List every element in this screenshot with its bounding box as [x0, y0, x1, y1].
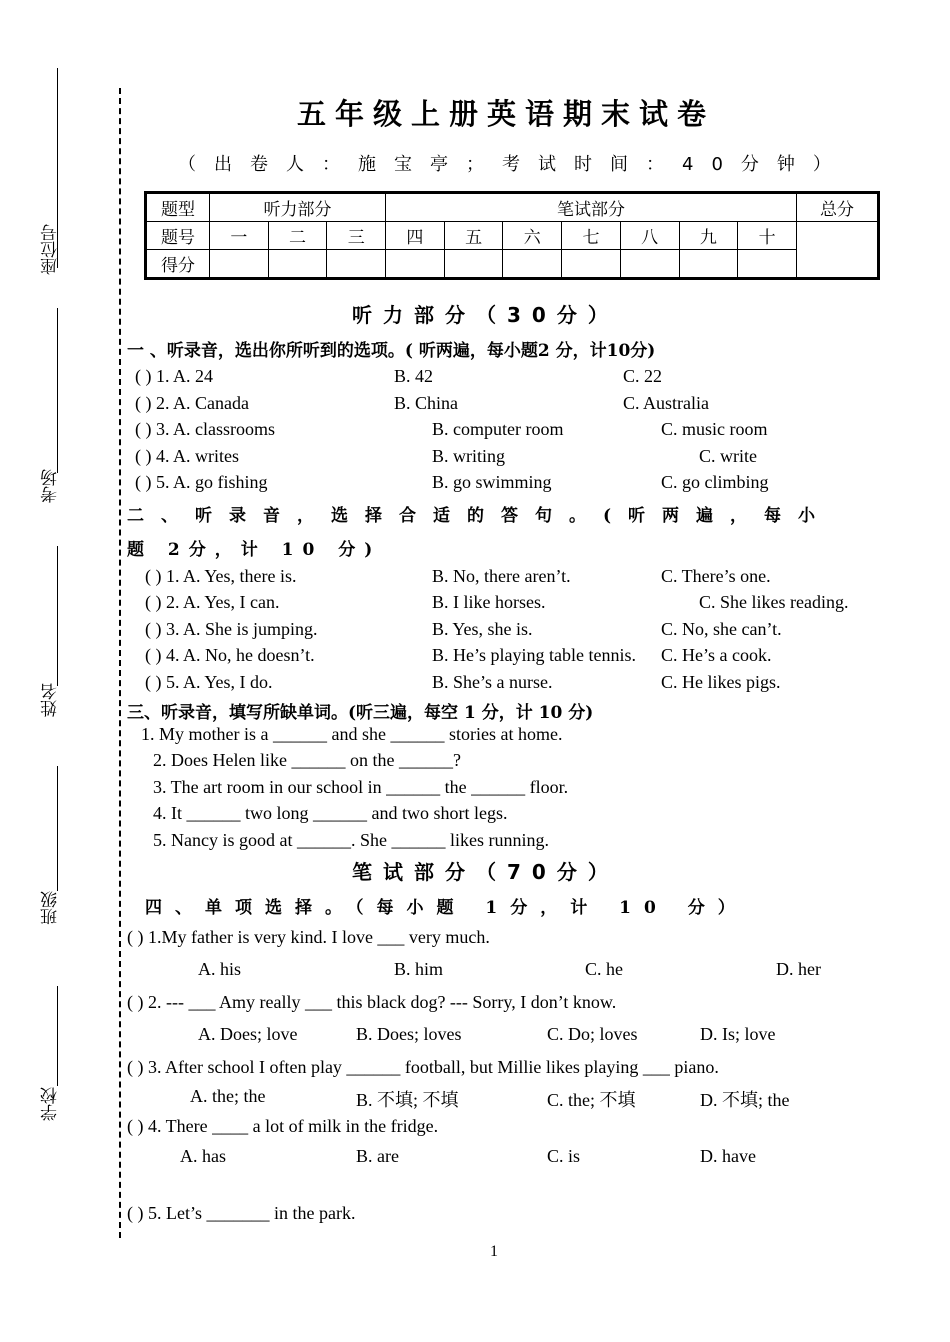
part2-q2-option-c: C. She likes reading.: [699, 592, 849, 612]
part2-q3: ( ) 3. A. She is jumping.: [145, 619, 318, 639]
part1-q3: ( ) 3. A. classrooms: [135, 419, 275, 439]
question-number: 二: [268, 222, 327, 250]
part4-q2: ( ) 2. --- ___ Amy really ___ this black dog? --- Sorry, I don’t know.: [127, 992, 617, 1012]
part3-line5: 5. Nancy is good at ______. She ______ likes running.: [153, 830, 549, 850]
part2-q1: ( ) 1. A. Yes, there is.: [145, 566, 297, 586]
part3-line3: 3. The art room in our school in ______ the ______ floor.: [153, 777, 569, 797]
part4-q2-option-a: A. Does; love: [198, 1024, 298, 1044]
question-number: 七: [562, 222, 621, 250]
part2-q5-option-c: C. He likes pigs.: [661, 672, 781, 692]
part4-q4-option-d: D. have: [700, 1146, 756, 1166]
part2-q1-option-b: B. No, there aren’t.: [432, 566, 571, 586]
part2-q2-option-b: B. I like horses.: [432, 592, 546, 612]
part1-q1-option-c: C. 22: [623, 366, 663, 386]
score-cell[interactable]: [679, 250, 738, 279]
page-number: 1: [490, 1243, 498, 1260]
total-score-cell[interactable]: [797, 222, 879, 279]
part1-q3-option-b: B. computer room: [432, 419, 564, 439]
part3-line4: 4. It ______ two long ______ and two short legs.: [153, 803, 508, 823]
part1-q2-option-b: B. China: [394, 393, 459, 413]
part1-q2: ( ) 2. A. Canada: [135, 393, 249, 413]
question-number: 六: [503, 222, 562, 250]
page-title: 五年级上册英语期末试卷: [297, 97, 716, 131]
room-write-line: [57, 308, 58, 473]
written-section-heading: 笔试部分（70分）: [352, 860, 619, 884]
part4-q4: ( ) 4. There ____ a lot of milk in the fridge.: [127, 1116, 439, 1136]
cut-line: [119, 88, 121, 1238]
question-number: 三: [327, 222, 386, 250]
part3-heading: 三、听录音，填写所缺单词。(听三遍，每空 1 分，计 10 分): [127, 703, 594, 723]
part1-q3-option-c: C. music room: [661, 419, 768, 439]
part4-q1: ( ) 1.My father is very kind. I love ___ very much.: [127, 927, 490, 947]
part1-q4-option-b: B. writing: [432, 446, 506, 466]
part2-heading: 二、听录音，选择合适的答句。(听两遍，每小: [127, 506, 833, 526]
part1-q4-option-c: C. write: [699, 446, 757, 466]
school-label: 学校: [41, 1087, 61, 1121]
name-write-line: [57, 546, 58, 686]
part4-heading: 四、单项选择。（每小题 1分，计 10 分）: [145, 898, 748, 918]
part4-q1-option-c: C. he: [585, 959, 623, 979]
part2-q5: ( ) 5. A. Yes, I do.: [145, 672, 273, 692]
part1-q5-option-c: C. go climbing: [661, 472, 769, 492]
part2-q2: ( ) 2. A. Yes, I can.: [145, 592, 280, 612]
part1-q5: ( ) 5. A. go fishing: [135, 472, 268, 492]
class-label: 班级: [41, 891, 61, 925]
exam-info: （出卷人：施宝亭；考试时间：40分钟）: [178, 154, 849, 175]
part2-q3-option-c: C. No, she can’t.: [661, 619, 782, 639]
part4-q1-option-a: A. his: [198, 959, 242, 979]
part4-q4-option-a: A. has: [180, 1146, 226, 1166]
question-number: 五: [444, 222, 503, 250]
score-cell[interactable]: [620, 250, 679, 279]
part3-line1: 1. My mother is a ______ and she ______ stories at home.: [141, 724, 563, 744]
school-write-line: [57, 986, 58, 1086]
part1-q4: ( ) 4. A. writes: [135, 446, 239, 466]
score-cell[interactable]: [327, 250, 386, 279]
question-number: 九: [679, 222, 738, 250]
class-write-line: [57, 766, 58, 891]
part2-q4-option-b: B. He’s playing table tennis.: [432, 645, 636, 665]
part4-q4-option-b: B. are: [356, 1146, 399, 1166]
score-cell[interactable]: [503, 250, 562, 279]
part4-q2-option-b: B. Does; loves: [356, 1024, 462, 1044]
part4-q3: ( ) 3. After school I often play ______ football, but Millie likes playing ___ piano.: [127, 1057, 719, 1077]
part3-line2: 2. Does Helen like ______ on the ______?: [153, 750, 461, 770]
binding-margin: [0, 0, 120, 1342]
question-number: 十: [738, 222, 797, 250]
part4-q3-option-a: A. the; the: [190, 1086, 266, 1106]
score-table: [144, 191, 880, 280]
written-part-header: 笔试部分: [386, 193, 797, 222]
score-label: 得分: [146, 250, 210, 279]
part2-q4-option-c: C. He’s a cook.: [661, 645, 772, 665]
part4-q3-option-d: D. 不填; the: [700, 1090, 790, 1110]
part4-q1-option-b: B. him: [394, 959, 444, 979]
part4-q3-option-b: B. 不填; 不填: [356, 1090, 459, 1110]
question-number: 一: [210, 222, 269, 250]
part2-q1-option-c: C. There’s one.: [661, 566, 771, 586]
score-cell[interactable]: [268, 250, 327, 279]
part2-q3-option-b: B. Yes, she is.: [432, 619, 533, 639]
listening-section-heading: 听力部分（30分）: [352, 303, 619, 327]
part2-heading-cont: 题 2分，计 10 分): [127, 540, 382, 560]
type-label: 题型: [146, 193, 210, 222]
part1-q2-option-c: C. Australia: [623, 393, 709, 413]
part2-q4: ( ) 4. A. No, he doesn’t.: [145, 645, 315, 665]
score-cell[interactable]: [738, 250, 797, 279]
part4-q1-option-d: D. her: [776, 959, 821, 979]
part2-q5-option-b: B. She’s a nurse.: [432, 672, 553, 692]
score-cell[interactable]: [210, 250, 269, 279]
number-label: 题号: [146, 222, 210, 250]
part1-q1: ( ) 1. A. 24: [135, 366, 213, 386]
name-label: 姓名: [41, 683, 61, 717]
score-cell[interactable]: [386, 250, 445, 279]
total-header: 总分: [797, 193, 879, 222]
score-cell[interactable]: [444, 250, 503, 279]
part4-q2-option-c: C. Do; loves: [547, 1024, 638, 1044]
listening-part-header: 听力部分: [210, 193, 386, 222]
part1-heading: 一 、听录音，选出你所听到的选项。( 听两遍，每小题2 分，计10分): [127, 341, 656, 361]
question-number: 四: [386, 222, 445, 250]
score-cell[interactable]: [562, 250, 621, 279]
part1-q1-option-b: B. 42: [394, 366, 434, 386]
seat-label: 座位号: [41, 224, 61, 276]
part4-q3-option-c: C. the; 不填: [547, 1090, 636, 1110]
part4-q4-option-c: C. is: [547, 1146, 581, 1166]
room-label: 考场: [41, 469, 61, 503]
part4-q2-option-d: D. Is; love: [700, 1024, 776, 1044]
part4-q5: ( ) 5. Let’s _______ in the park.: [127, 1203, 356, 1223]
part1-q5-option-b: B. go swimming: [432, 472, 552, 492]
question-number: 八: [620, 222, 679, 250]
